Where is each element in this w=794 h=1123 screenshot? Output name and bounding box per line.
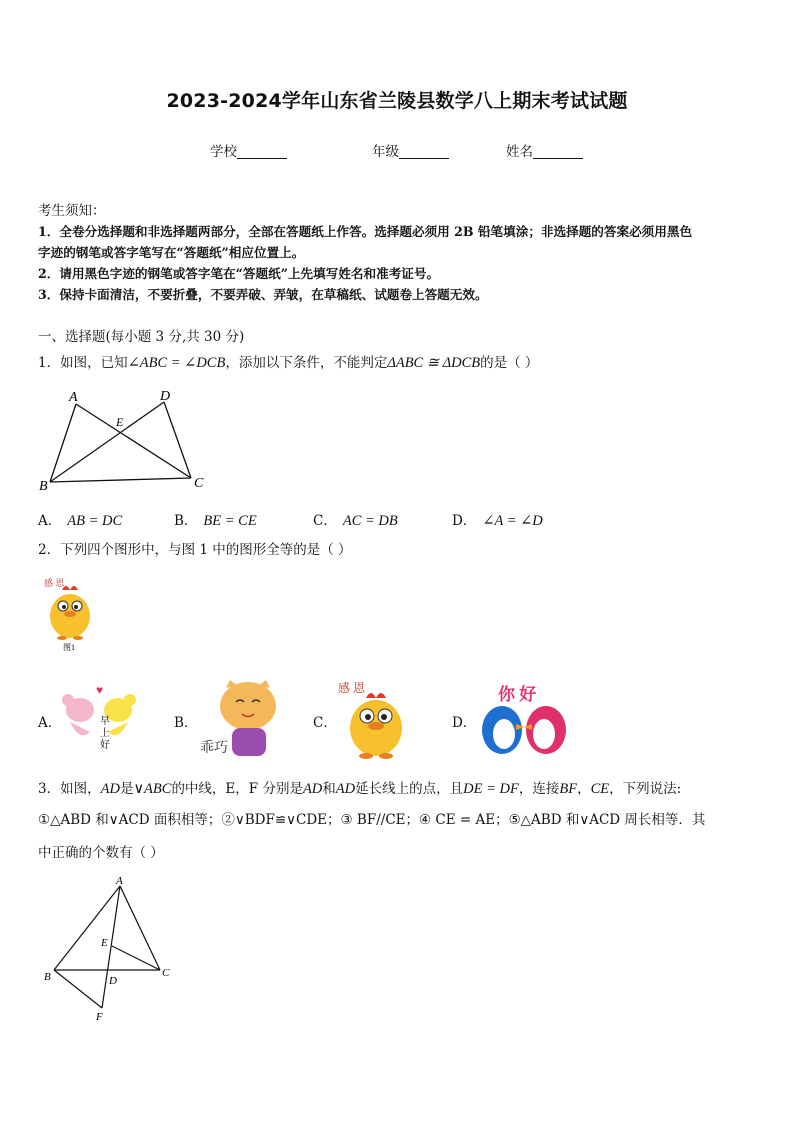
svg-text:♥: ♥ bbox=[96, 683, 104, 697]
q1-option-c-text: AC = DB bbox=[342, 513, 398, 529]
q1-pre: 1．如图，已知 bbox=[38, 355, 128, 371]
q3-comma: ， bbox=[577, 781, 591, 797]
q2-option-b-image[interactable] bbox=[198, 678, 288, 760]
q3-line-ab bbox=[54, 886, 120, 970]
chick-comb bbox=[62, 586, 78, 590]
q3-label-f: F bbox=[96, 1011, 103, 1023]
q3-l1e: ，连接 bbox=[518, 781, 560, 797]
q1-line-cd bbox=[164, 402, 191, 478]
q1-option-a-letter: A． bbox=[38, 513, 62, 529]
question-2-text: 2．下列四个图形中，与图 1 中的图形全等的是（ ） bbox=[38, 542, 352, 558]
school-blank[interactable] bbox=[237, 144, 287, 159]
q1-option-b-text: BE = CE bbox=[203, 513, 257, 529]
name-blank[interactable] bbox=[533, 144, 583, 159]
q1-line-ac bbox=[76, 404, 191, 478]
q2-option-a-letter[interactable]: A． bbox=[38, 715, 62, 731]
cat-body bbox=[232, 728, 266, 756]
q3-l1f: ，下列说法: bbox=[609, 781, 682, 797]
q2-option-a-image[interactable] bbox=[60, 682, 140, 756]
q1-option-d-letter: D． bbox=[452, 513, 477, 529]
q2-fig1-top-text: 感 恩 bbox=[44, 578, 65, 588]
notice-item3: 3．保持卡面清洁，不要折叠，不要弄破、弄皱，在草稿纸、试题卷上答题无效。 bbox=[38, 287, 488, 302]
q1-figure bbox=[34, 386, 214, 496]
q1-label-e: E bbox=[116, 415, 124, 429]
school-label: 学校 bbox=[210, 144, 237, 160]
notice-heading: 考生须知： bbox=[38, 203, 106, 219]
q2-option-b-letter[interactable]: B． bbox=[174, 715, 198, 731]
q2-a-caption-2: 上 bbox=[100, 728, 110, 739]
q3-ad3: AD bbox=[335, 781, 356, 797]
q1-option-a-text: AB = DC bbox=[67, 513, 123, 529]
q2-a-caption-1: 早 bbox=[100, 716, 110, 727]
q3-l1a: 3．如图， bbox=[38, 781, 101, 797]
notice-item2: 2．请用黑色字迹的钢笔或答字笔在“答题纸”上先填写姓名和准考证号。 bbox=[38, 266, 440, 281]
q2-fig1-caption: 图1 bbox=[63, 643, 75, 652]
q3-figure bbox=[38, 872, 188, 1024]
q3-and: 和 bbox=[322, 781, 336, 797]
grade-blank[interactable] bbox=[399, 144, 449, 159]
q1-congruence: ΔABC ≅ ΔDCB bbox=[387, 355, 481, 371]
q1-option-d-text: ∠A = ∠D bbox=[482, 513, 543, 529]
q1-mid: ，添加以下条件，不能判定 bbox=[225, 355, 388, 371]
q1-option-c-letter: C． bbox=[313, 513, 337, 529]
q2-option-c-image[interactable] bbox=[336, 678, 412, 762]
q2-figure-1-chick bbox=[40, 574, 100, 654]
q2-c-caption: 感 恩 bbox=[338, 681, 366, 695]
q1-option-d[interactable] bbox=[452, 509, 543, 530]
q2-d-caption: 你 好 bbox=[498, 685, 537, 704]
q2-b-caption: 乖巧 bbox=[200, 741, 228, 756]
q3-bf: BF bbox=[559, 781, 578, 797]
q1-option-a[interactable] bbox=[38, 509, 122, 530]
q2-option-c-letter[interactable]: C． bbox=[313, 715, 337, 731]
cat-head bbox=[220, 682, 276, 730]
page-title: 2023-2024学年山东省兰陵县数学八上期末考试试题 bbox=[166, 90, 628, 112]
question-3-line1 bbox=[38, 779, 681, 799]
q1-option-c[interactable] bbox=[313, 509, 398, 530]
q3-label-a: A bbox=[116, 875, 123, 887]
q1-label-b: B bbox=[39, 479, 48, 494]
q1-option-b[interactable] bbox=[174, 509, 257, 530]
q1-label-a: A bbox=[69, 390, 78, 405]
q1-line-db bbox=[50, 402, 164, 482]
q3-l1c: 的中线，E，F 分别是 bbox=[171, 781, 303, 797]
q3-ce: CE bbox=[590, 781, 610, 797]
q3-ad2: AD bbox=[302, 781, 323, 797]
grade-label: 年级 bbox=[372, 144, 399, 160]
q3-label-d: D bbox=[109, 975, 117, 987]
notice-item1-line1: 1．全卷分选择题和非选择题两部分，全部在答题纸上作答。选择题必须用 2B 铅笔填涂；非选择题的答案必须用黑色 bbox=[38, 224, 693, 239]
grade-field[interactable] bbox=[372, 140, 449, 160]
q3-line-bf bbox=[54, 970, 102, 1008]
q3-label-e: E bbox=[101, 937, 108, 949]
section-heading: 一、选择题(每小题 3 分,共 30 分) bbox=[38, 329, 245, 345]
q3-tri: ∨ABC bbox=[133, 781, 172, 797]
q1-post: 的是（ ） bbox=[480, 355, 539, 371]
q3-eq: DE = DF bbox=[463, 781, 519, 797]
name-field[interactable] bbox=[506, 140, 583, 160]
name-label: 姓名 bbox=[506, 144, 533, 160]
q3-l1b: 是 bbox=[119, 781, 134, 797]
school-field[interactable] bbox=[210, 140, 287, 160]
q2-option-d-image[interactable] bbox=[476, 680, 572, 758]
q2-option-d-letter[interactable]: D． bbox=[452, 715, 477, 731]
q1-line-bc bbox=[50, 478, 191, 482]
q1-option-b-letter: B． bbox=[174, 513, 198, 529]
q1-given: ∠ABC = ∠DCB bbox=[127, 355, 226, 371]
question-3-line2: ①△ABD 和∨ACD 面积相等；②∨BDF≌∨CDE；③ BF//CE；④ CE = AE；⑤△ABD 和∨ACD 周长相等．其 bbox=[38, 812, 706, 828]
q1-label-c: C bbox=[194, 476, 204, 491]
q3-line-ac bbox=[120, 886, 160, 970]
q3-l1d: 延长线上的点，且 bbox=[355, 781, 464, 797]
notice-item1-line2: 字迹的钢笔或答字笔写在“答题纸”相应位置上。 bbox=[38, 245, 305, 260]
question-1-text bbox=[38, 353, 538, 373]
q3-ad: AD bbox=[100, 781, 120, 797]
q3-line-ec bbox=[112, 946, 160, 970]
q1-label-d: D bbox=[160, 389, 171, 404]
q2-a-caption-3: 好 bbox=[100, 740, 110, 751]
q1-line-ba bbox=[50, 404, 76, 482]
question-3-line3: 中正确的个数有（ ） bbox=[38, 845, 164, 861]
q3-label-c: C bbox=[162, 967, 170, 979]
q3-label-b: B bbox=[44, 971, 51, 983]
